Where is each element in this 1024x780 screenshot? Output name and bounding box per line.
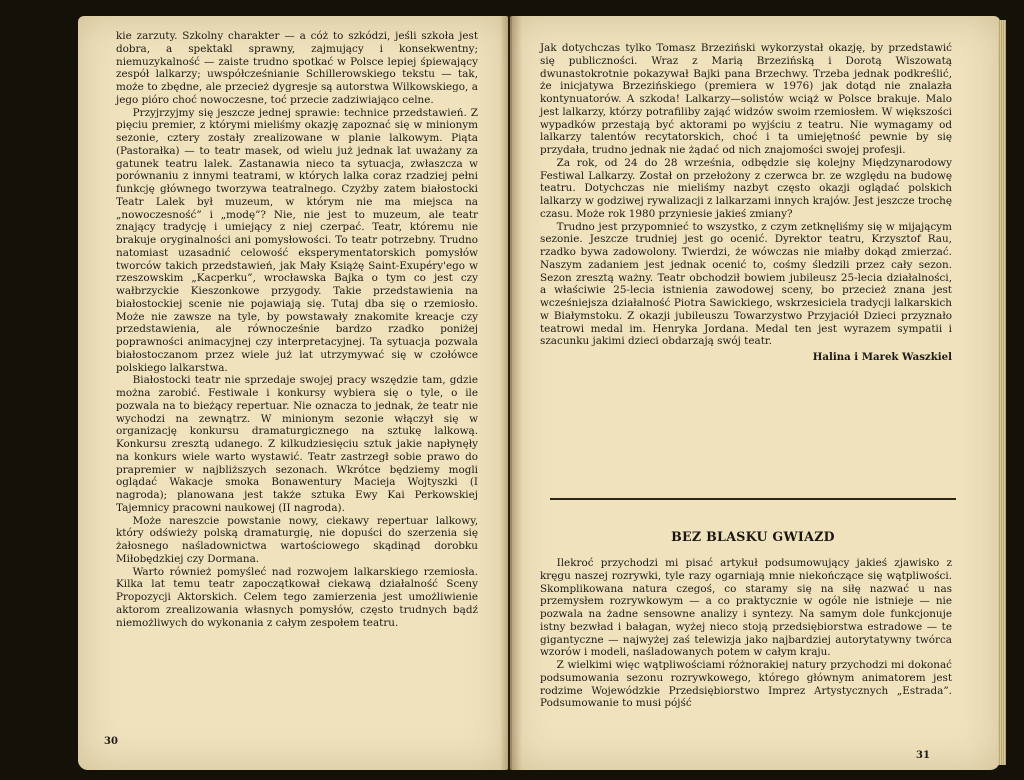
book-gutter [500,16,522,770]
left-paragraph-5: Warto również pomyśleć nad rozwojem lalkarskiego rzemiosła. Kilka lat temu teatr zapoczątkował ciekawą działalność Sceny Propozycji Aktorskich. Celem tego zamierzenia jest umożliwienie aktorom zrealizowania własnych pomysłów, często trudnych bądź niemożliwych do wykonania z całym zespołem teatru. [116,565,478,629]
left-paragraph-1: kie zarzuty. Szkolny charakter — a cóż to szkódzi, jeśli szkoła jest dobra, a spektakl sprawny, zajmujący i konsekwentny; niemuzykalność — zaiste trudno spotkać w Polsce lepiej śpiewający zespół lalkarzy; uwspółcześnianie Schillerowskiego tekstu — tak, może to zbędne, ale przecież dygresje są autorstwa Wilkowskiego, a jego pióro choć nowoczesne, toć przecie zadziwiająco celne. [116,30,478,106]
right-lower-column [540,557,952,710]
right-lower-paragraph-1: Ilekroć przychodzi mi pisać artykuł podsumowujący jakieś zjawisko z kręgu naszej rozrywki, tyle razy ogarniają mnie niekończące się wątpliwości. Skomplikowana natura czegoś, co staramy się na siłę nazwać u nas przemysłem rozrywkowym — a co praktycznie w ogóle nie istnieje — nie pozwala na żadne sensowne analizy i syntezy. Na samym dole funkcjonuje istny bezwład i bałagan, wyżej nieco stoją przedsiębiorstwa estradowe — te gigantyczne — najwyżej zaś telewizja jako najbardziej autorytatywny twórca wzorów i modeli, naśladowanych potem w całym kraju. [540,557,952,659]
right-upper-column [540,42,952,364]
left-paragraph-4: Może nareszcie powstanie nowy, ciekawy repertuar lalkowy, który odświeży polską dramaturgię, nie dopuści do szerzenia się żałosnego naśladownictwa wartościowego skądinąd dorobku Miłobędzkiej czy Dormana. [116,514,478,565]
section-divider [550,498,956,500]
right-page [510,16,1000,770]
right-paragraph-3: Trudno jest przypomnieć to wszystko, z czym zetknęliśmy się w mijającym sezonie. Jeszcze trudniej jest go ocenić. Dyrektor teatru, Krzysztof Rau, rzadko bywa zadowolony. Twierdzi, że wówczas nie miałby dokąd zmierzać. Naszym zadaniem jest jednak ocenić to, cośmy śledzili przez cały sezon. Sezon zresztą ważny. Teatr obchodził bowiem jubileusz 25-lecia działalności, a właściwie 25-lecia istnienia zawodowej sceny, bo przecież znana jest wcześniejsza działalność Piotra Sawickiego, wskrzesiciela tradycji lalkarskich w Białymstoku. Z okazji jubileuszu Towarzystwo Przyjaciół Dzieci przyznało teatrowi medal im. Henryka Jordana. Medal ten jest wyrazem sympatii i szacunku jakimi dzieci obdarzają swój teatr. [540,220,952,348]
right-page-number: 31 [916,750,930,761]
right-paragraph-1: Jak dotychczas tylko Tomasz Brzeziński wykorzystał okazję, by przedstawić się publiczności. Wraz z Marią Brzezińską i Dorotą Wiszowatą dwunastokrotnie pokazywał Bajki pana Brzechwy. Trzeba jednak podkreślić, że inicjatywa Brzezińskiego (premiera w 1976) jak dotąd nie znalazła kontynuatorów. A szkoda! Lalkarzy—solistów wciąż w Polsce brakuje. Malo jest lalkarzy, którzy potrafiliby zająć widzów swoim rzemiosłem. W większości wypadków przestają być aktorami po wyjściu z teatru. Nie wymagamy od lalkarzy talentów recytatorskich, choć i ta umiejętność pewnie by się przydała, trudno jednak nie żądać od nich znajomości swojej profesji. [540,42,952,156]
right-paragraph-2: Za rok, od 24 do 28 września, odbędzie się kolejny Międzynarodowy Festiwal Lalkarzy. Został on przełożony z czerwca br. ze względu na budowę teatru. Dotychczas nie mieliśmy nazbyt często okazji oglądać polskich lalkarzy w godziwej rywalizacji z lalkarzami innych krajów. Jest jeszcze trochę czasu. Może rok 1980 przyniesie jakieś zmiany? [540,156,952,220]
page-edges [998,20,1006,765]
left-page [78,16,508,770]
right-lower-paragraph-2: Z wielkimi więc wątpliwościami różnorakiej natury przychodzi mi dokonać podsumowania sezonu rozrywkowego, którego głównym animatorem jest rodzime Wojewódzkie Przedsiębiorstwo Imprez Artystycznych „Estrada”. Podsumowanie to musi pójść [540,659,952,710]
author-signature: Halina i Marek Waszkiel [812,351,952,363]
left-paragraph-2: Przyjrzyjmy się jeszcze jednej sprawie: technice przedstawień. Z pięciu premier, z którymi mieliśmy okazję zapoznać się w minionym sezonie, cztery zostały zrealizowane w planie lalkowym. Piąta (Pastorałka) — to teatr masek, od wielu już jednak lat uważany za gatunek teatru lalek. Zastanawia nieco ta sytuacja, zwłaszcza w porównaniu z innymi teatrami, w których lalka coraz rzadziej pełni funkcję głównego tworzywa teatralnego. Czyżby zatem białostocki Teatr Lalek był muzeum, w którym nie ma miejsca na „nowoczesność” i „modę”? Nie, nie jest to muzeum, ale teatr znający tradycję i umiejący z niej czerpać. Teatr, któremu nie brakuje oryginalności ani pomysłowości. To teatr potrzebny. Trudno natomiast uzasadnić celowość eksperymentatorskich pomysłów tworców takich przedstawień, jak Mały Książę Saint-Exupéry'ego w rzeszowskim „Kacperku”, wrocławska Bajka o tym co jest czy wałbrzyckie Kieszonkowe przygody. Takie przedstawienia na białostockiej scenie nie pojawiają się. Tutaj dba się o rzemiosło. Może nie zawsze na tyle, by powstawały znakomite kreacje czy przedstawienia, ale równocześnie bardzo rzadko poniżej poprawności animacyjnej czy interpretacyjnej. Ta sytuacja pozwala białostoczanom przez wiele już lat utrzymywać się w czołówce polskiego lalkarstwa. [116,106,478,374]
article-title: BEZ BLASKU GWIAZD [671,529,835,544]
left-paragraph-3: Białostocki teatr nie sprzedaje swojej pracy wszędzie tam, gdzie można zarobić. Festiwale i konkursy wybiera się o tyle, o ile pozwala na to bieżący repertuar. Nie oznacza to jednak, że teatr nie wychodzi na zewnątrz. W minionym sezonie włączył się w organizację konkursu dramaturgicznego na sztukę lalkową. Konkursu zresztą udanego. Z kilkudziesięciu sztuk jakie napłynęły na konkurs wiele warto wystawić. Teatr zastrzegł sobie prawo do prapremier w najbliższych sezonach. Wkrótce będziemy mogli oglądać Wakacje smoka Bonawentury Macieja Wojtyszki (I nagroda); planowana jest także sztuka Ewy Kai Perkowskiej Tajemnicy pracowni naukowej (II nagroda). [116,374,478,514]
left-page-number: 30 [104,736,118,747]
left-text-column [116,30,478,629]
